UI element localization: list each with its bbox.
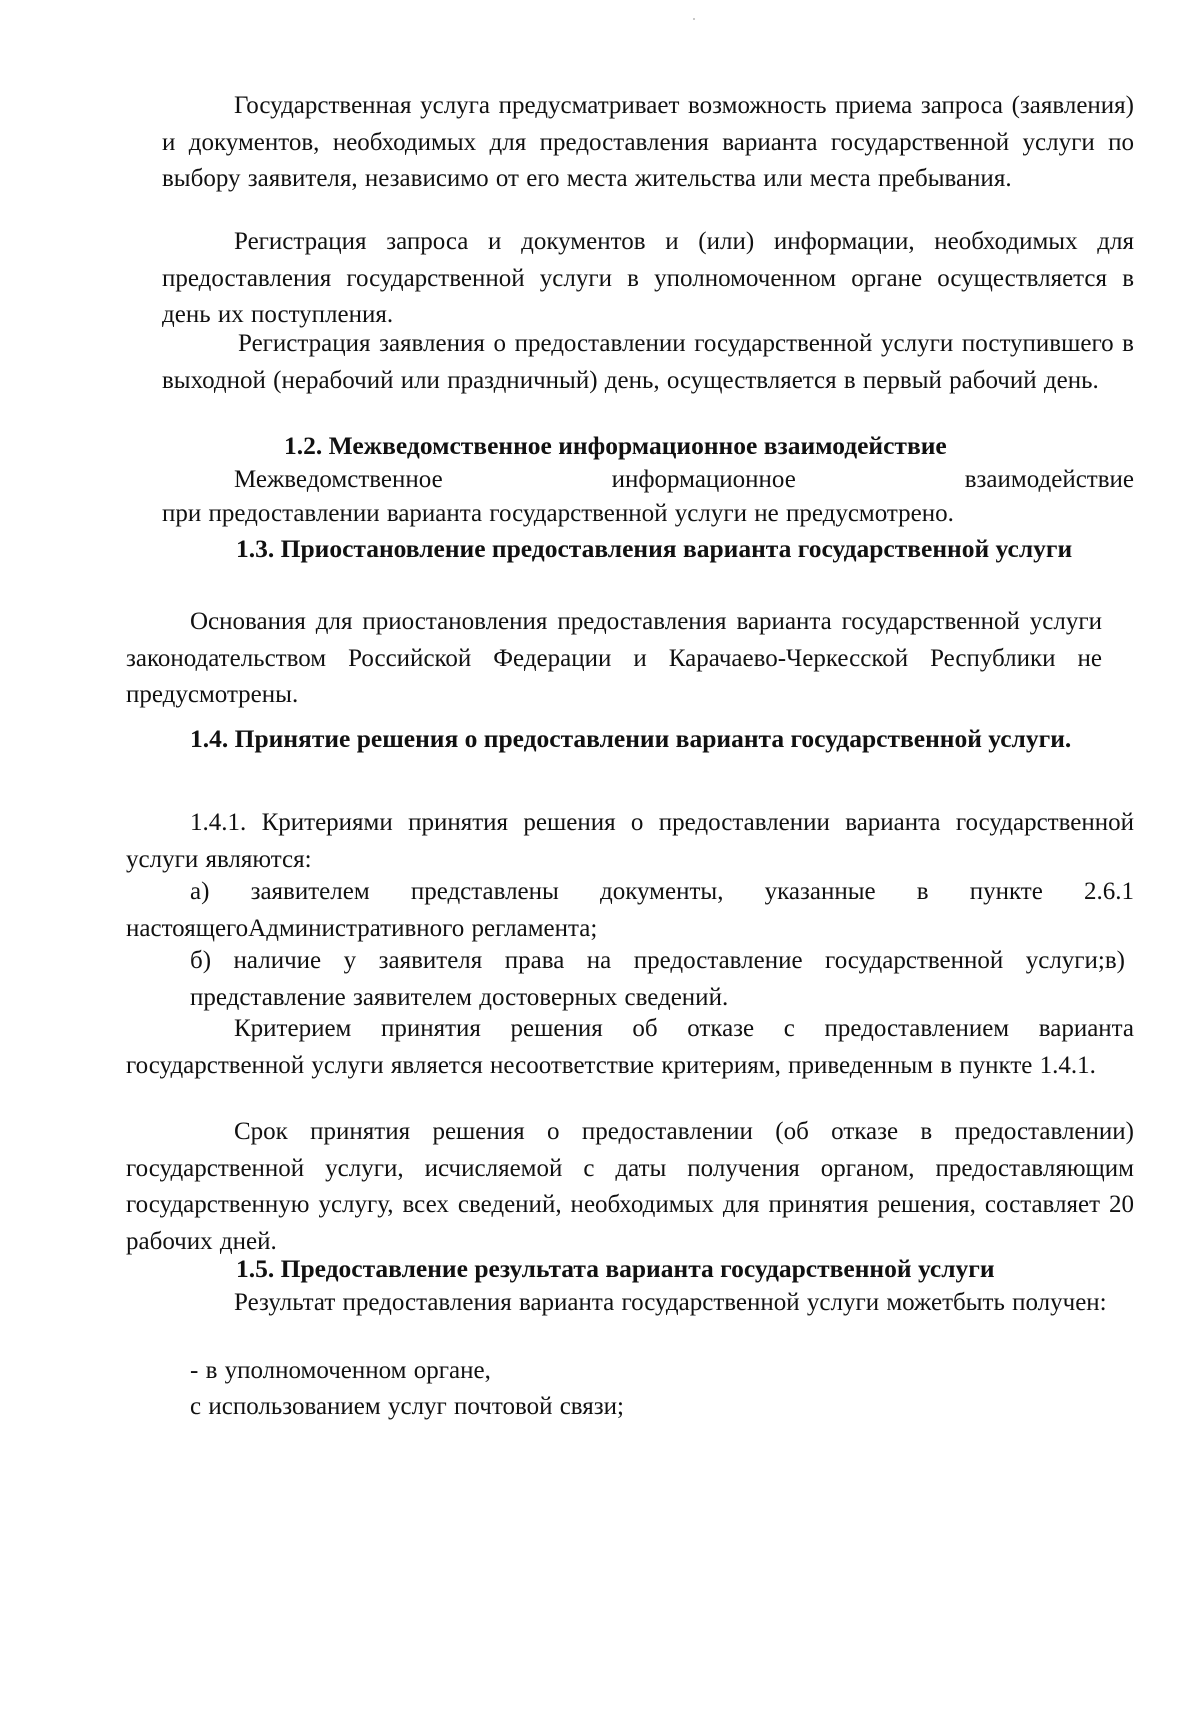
paragraph-interagency-line2: при предоставлении варианта государственной услуги не предусмотрено. [162,500,954,527]
paragraph-refusal-criterion: Критерием принятия решения об отказе с предоставлением варианта государственной услуги является несоответствие критериям, приведенным в пункте 1.4.1. [126,1015,1134,1079]
heading-1-3: 1.3. Приостановление предоставления варианта государственной услуги [236,534,1073,563]
heading-1-4: 1.4. Принятие решения о предоставлении варианта государственной услуги. [190,724,1072,753]
paragraph-criterion-b-c: б) наличие у заявителя права на предоставление государственной услуги;в) представление заявителем достоверных сведений. [190,947,1125,1011]
paragraph-suspension-grounds: Основания для приостановления предоставления варианта государственной услуги законодательством Российской Федерации и Карачаево-Черкесской Республики не предусмотрены. [126,608,1102,708]
paragraph-registration: Регистрация запроса и документов и (или) информации, необходимых для предоставления государственной услуги в уполномоченном органе осуществляется в день их поступления. [162,228,1134,328]
list-item-postal-service: с использованием услуг почтовой связи; [190,1393,624,1420]
paragraph-criteria-1-4-1: 1.4.1. Критериями принятия решения о предоставлении варианта государственной услуги являются: [126,809,1134,873]
paragraph-interagency-line1: Межведомственное информационное взаимодействие [234,466,1134,493]
paragraph-reception-options: Государственная услуга предусматривает возможность приема запроса (заявления) и документов, необходимых для предоставления варианта государственной услуги по выбору заявителя, независимо от его места жительства или места пребывания. [162,92,1134,192]
scan-speck [693,18,695,20]
heading-1-5: 1.5. Предоставление результата варианта государственной услуги [236,1254,995,1283]
paragraph-criterion-a: а) заявителем представлены документы, указанные в пункте 2.6.1 настоящегоАдминистративного регламента; [126,878,1134,942]
paragraph-decision-term: Срок принятия решения о предоставлении (об отказе в предоставлении) государственной услуги, исчисляемой с даты получения органом, предоставляющим государственную услугу, всех сведений, необходимых для принятия решения, составляет 20 рабочих дней. [126,1118,1134,1255]
heading-1-2: 1.2. Межведомственное информационное взаимодействие [284,431,947,460]
paragraph-holiday-registration: Регистрация заявления о предоставлении государственной услуги поступившего в выходной (нерабочий или праздничный) день, осуществляется в первый рабочий день. [162,330,1134,394]
paragraph-result-ways: Результат предоставления варианта государственной услуги можетбыть получен: [234,1289,1107,1316]
list-item-authorized-body: - в уполномоченном органе, [190,1357,491,1384]
